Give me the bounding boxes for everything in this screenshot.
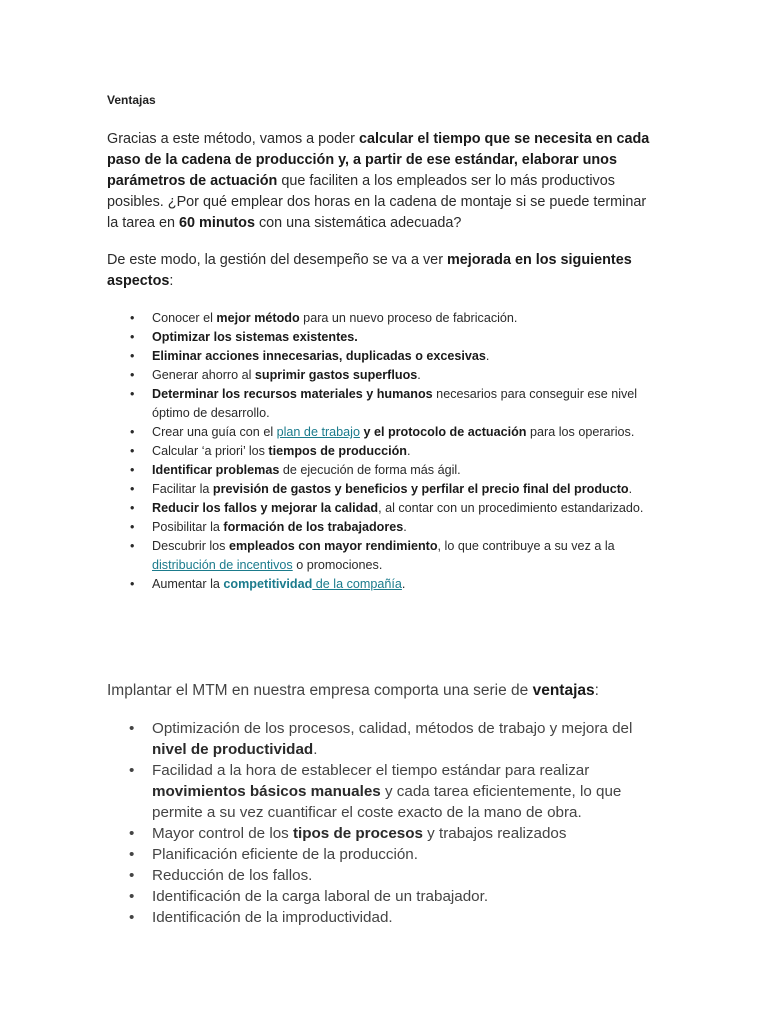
bullet-icon: • — [130, 330, 135, 344]
text-run: . — [406, 444, 411, 458]
text-run: . — [485, 349, 490, 363]
list-item — [107, 328, 655, 347]
bold-run: ventajas — [532, 682, 595, 699]
list-item — [107, 575, 655, 594]
bold-run: 60 minutos — [179, 215, 255, 231]
list-item — [107, 844, 667, 865]
bold-run: Determinar los recursos materiales y humanos — [152, 387, 433, 401]
list-item — [107, 518, 655, 537]
list-item — [107, 480, 655, 499]
text-run: Generar ahorro al — [152, 368, 255, 382]
text-run: de ejecución de forma más ágil. — [279, 463, 461, 477]
bullet-icon: • — [130, 425, 135, 439]
compania-link[interactable]: de la compañía — [312, 577, 402, 591]
text-run: Posibilitar la — [152, 520, 224, 534]
text-run: . — [417, 368, 421, 382]
bold-run: calcular el tiempo que se necesita en cada paso de la cadena de producción y, a partir de ese estándar, elaborar unos parámetros de actuación — [107, 131, 650, 189]
text-run: Facilitar la — [152, 482, 213, 496]
text-run: Planificación eficiente de la producción. — [152, 846, 418, 863]
bullet-icon: • — [130, 444, 135, 458]
text-run: Descubrir los — [152, 539, 229, 553]
list-item — [107, 347, 655, 366]
text-run: Optimización de los procesos, calidad, métodos de trabajo y mejora del — [152, 720, 633, 737]
bullet-icon: • — [130, 463, 135, 477]
list-item — [107, 865, 667, 886]
text-run: y trabajos realizados — [422, 825, 567, 842]
text-run: Identificación de la improductividad. — [152, 909, 393, 926]
aspects-list — [107, 309, 655, 594]
bold-run: Eliminar acciones innecesarias, duplicadas o excesivas — [152, 349, 486, 363]
list-item — [107, 886, 667, 907]
text-run: Conocer el — [152, 311, 217, 325]
bold-run: tipos de procesos — [292, 825, 423, 842]
text-run: y cada tarea eficientemente, lo que permite a su vez cuantificar el coste exacto de la mano de obra. — [152, 783, 622, 821]
list-item — [107, 366, 655, 385]
list-item — [107, 760, 667, 823]
bullet-icon: • — [130, 482, 135, 496]
text-run: Implantar el MTM en nuestra empresa comporta una serie de — [107, 682, 533, 699]
bullet-icon: • — [129, 825, 135, 842]
text-run: . — [403, 520, 407, 534]
list-item — [107, 537, 655, 575]
bullet-icon: • — [129, 888, 135, 905]
list-item — [107, 309, 655, 328]
list-item — [107, 442, 655, 461]
text-run: : — [169, 273, 174, 289]
bold-run: mejor método — [216, 311, 300, 325]
text-run: . — [628, 482, 633, 496]
list-item — [107, 823, 667, 844]
bold-run: empleados con mayor rendimiento — [228, 539, 438, 553]
text-run: , lo que contribuye a su vez a la — [437, 539, 615, 553]
bullet-icon: • — [129, 720, 135, 737]
list-item — [107, 907, 667, 928]
bullet-icon: • — [130, 577, 135, 591]
bold-run: movimientos básicos manuales — [152, 783, 381, 800]
bullet-icon: • — [129, 909, 135, 926]
list-item — [107, 499, 655, 518]
list-item — [107, 718, 667, 760]
text-run: Identificación de la carga laboral de un trabajador. — [152, 888, 489, 905]
bullet-icon: • — [130, 387, 135, 401]
bold-run: tiempos de producción — [268, 444, 407, 458]
text-run: necesarios para conseguir ese nivel óptimo de desarrollo. — [152, 387, 638, 420]
bullet-icon: • — [129, 846, 135, 863]
text-run: que faciliten a los empleados ser lo más productivos posibles. ¿Por qué emplear dos horas en la cadena de montaje si se puede terminar la tarea en — [107, 173, 647, 231]
bold-run: nivel de productividad — [152, 741, 314, 758]
bullet-icon: • — [130, 349, 135, 363]
bold-run: Optimizar los sistemas existentes. — [152, 330, 358, 344]
bold-run: formación de los trabajadores — [223, 520, 404, 534]
aspects-paragraph — [107, 250, 652, 292]
mtm-advantages-list — [107, 718, 667, 928]
text-run: Mayor control de los — [152, 825, 293, 842]
bold-run: Identificar problemas — [152, 463, 280, 477]
bold-run: mejorada en los siguientes aspectos — [107, 252, 632, 289]
text-run: Aumentar la — [152, 577, 224, 591]
list-item — [107, 385, 655, 423]
bullet-icon: • — [130, 501, 135, 515]
text-run: para un nuevo proceso de fabricación. — [299, 311, 518, 325]
text-run: . — [401, 577, 406, 591]
list-item — [107, 461, 655, 480]
competitividad-term: competitividad — [223, 577, 313, 591]
bullet-icon: • — [129, 867, 135, 884]
text-run: o promociones. — [292, 558, 383, 572]
bold-run: Reducir los fallos y mejorar la calidad — [152, 501, 379, 515]
bullet-icon: • — [130, 520, 135, 534]
bullet-icon: • — [130, 311, 135, 325]
bullet-icon: • — [129, 762, 135, 779]
text-run: Crear una guía con el — [152, 425, 277, 439]
text-run: : — [594, 682, 599, 699]
intro-paragraph — [107, 129, 652, 234]
bold-run: suprimir gastos superfluos — [254, 368, 418, 382]
list-item — [107, 423, 655, 442]
plan-de-trabajo-link[interactable]: plan de trabajo — [276, 425, 360, 439]
mtm-paragraph — [107, 680, 652, 701]
text-run: , al contar con un procedimiento estandarizado. — [378, 501, 644, 515]
section-heading: Ventajas — [107, 93, 156, 107]
bold-run: previsión de gastos y beneficios y perfilar el precio final del producto — [212, 482, 629, 496]
bold-run: y el protocolo de actuación — [359, 425, 527, 439]
text-run: De este modo, la gestión del desempeño se va a ver — [107, 252, 447, 268]
text-run: . — [313, 741, 318, 758]
bullet-icon: • — [130, 539, 135, 553]
text-run: Gracias a este método, vamos a poder — [107, 131, 359, 147]
distribucion-incentivos-link[interactable]: distribución de incentivos — [152, 558, 293, 572]
text-run: para los operarios. — [526, 425, 635, 439]
text-run: Calcular ‘a priori’ los — [152, 444, 269, 458]
text-run: Reducción de los fallos. — [152, 867, 313, 884]
text-run: con una sistemática adecuada? — [254, 215, 462, 231]
bullet-icon: • — [130, 368, 135, 382]
text-run: Facilidad a la hora de establecer el tiempo estándar para realizar — [152, 762, 590, 779]
